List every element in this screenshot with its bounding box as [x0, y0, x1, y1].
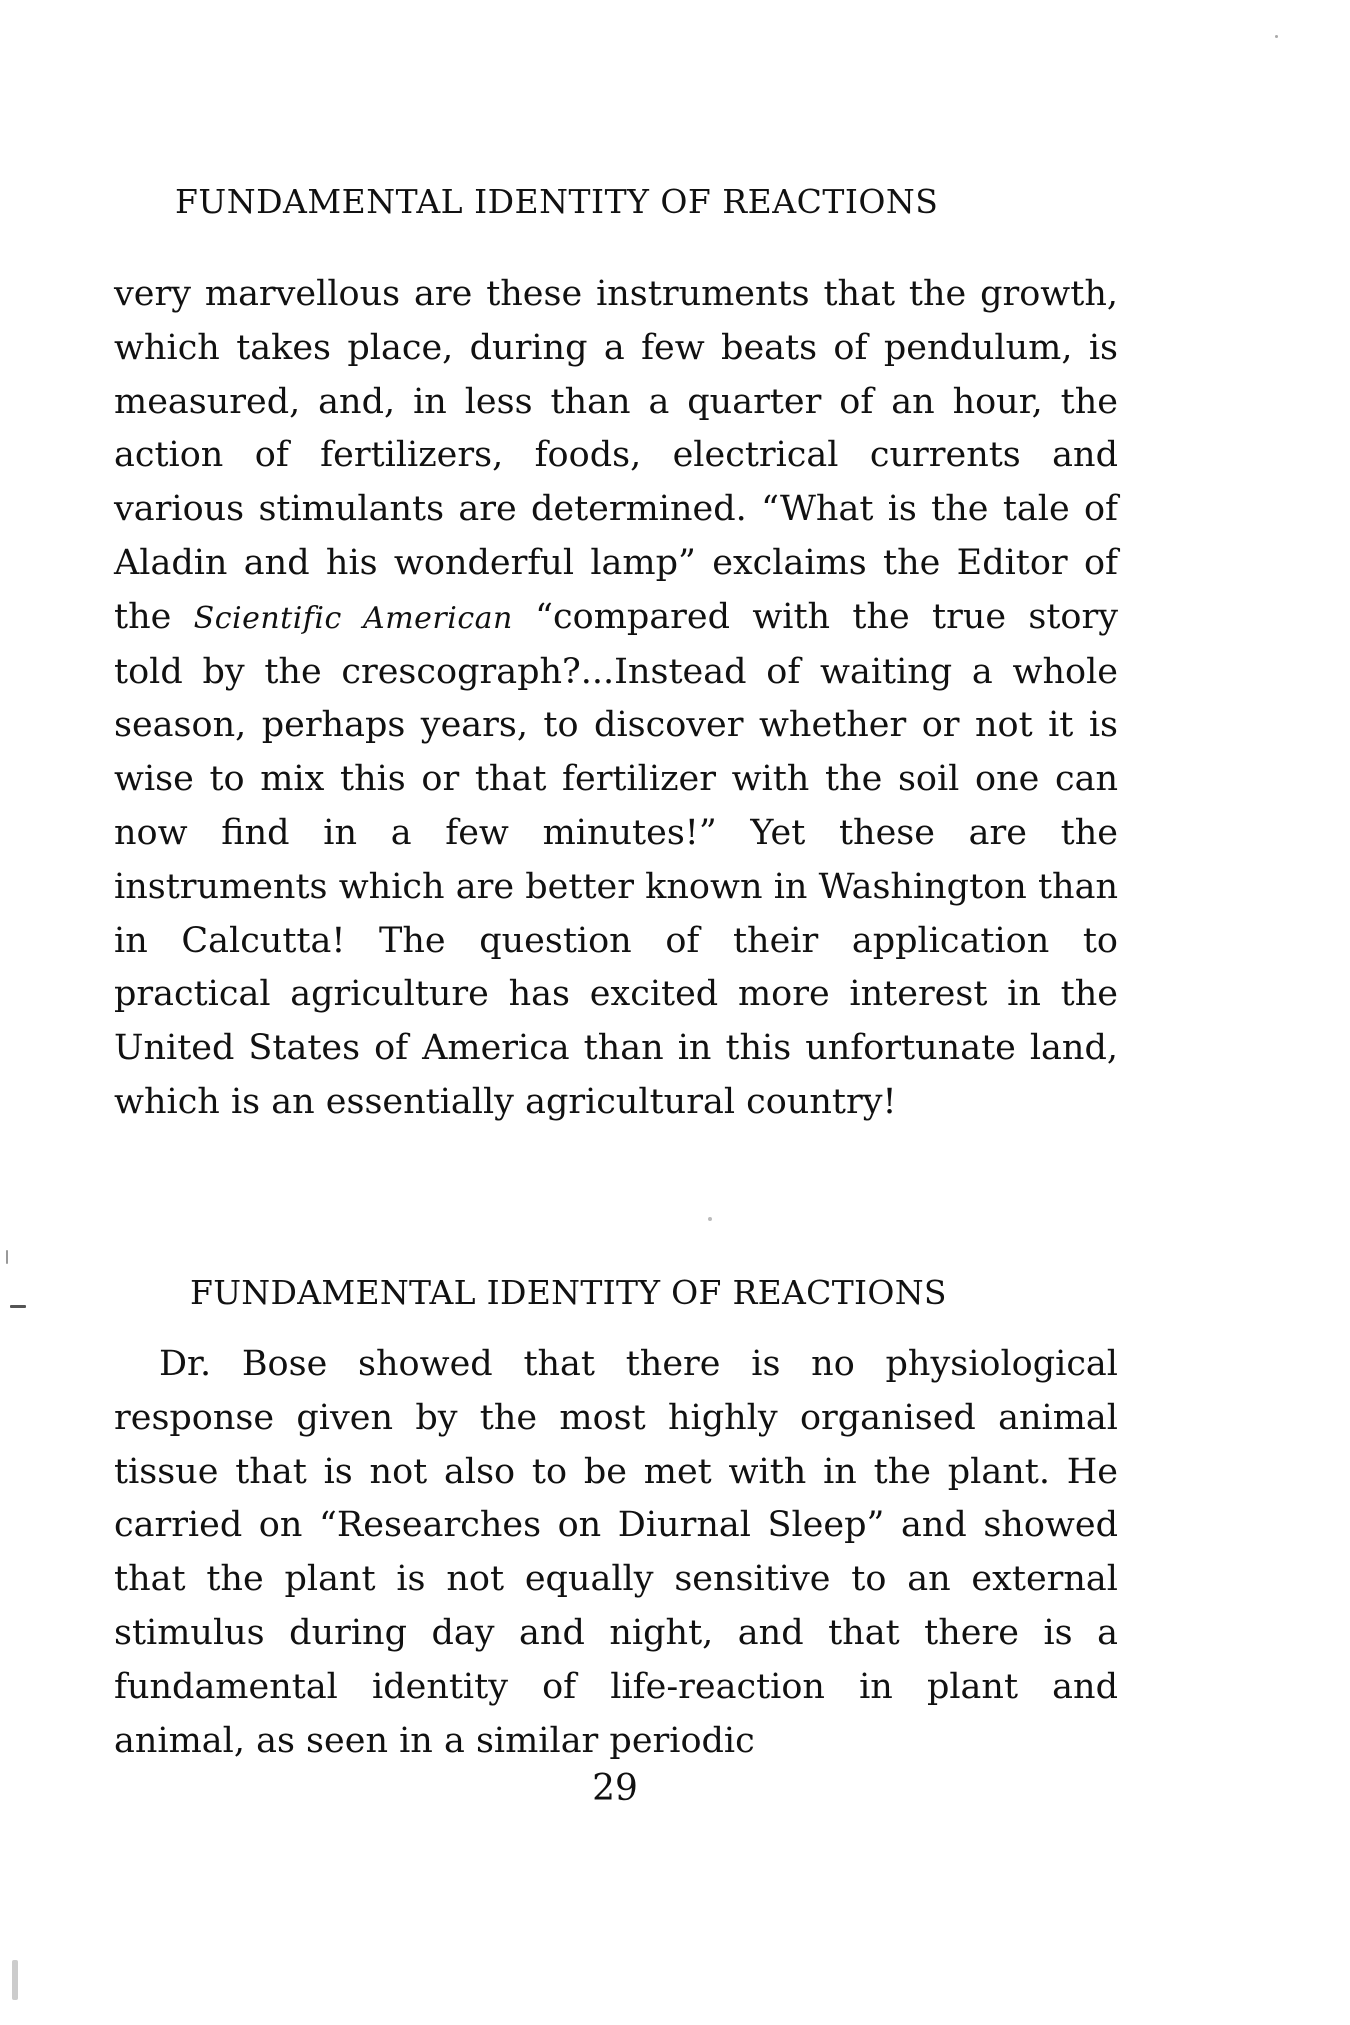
paragraph-diurnal-sleep: Dr. Bose showed that there is no physiological response given by the most highly organised animal tissue that is not also to be met with in the plant. He carried on “Researches on Diurnal Sleep” and showed that the plant is not equally sensitive to an external stimulus during day and night, and that there is a fundamental identity of life-reaction in plant and animal, as seen in a similar periodic	[114, 1344, 1118, 1761]
scan-speck	[10, 1305, 26, 1308]
section-heading: FUNDAMENTAL IDENTITY OF REACTIONS	[190, 1273, 947, 1312]
journal-title: Scientific American	[193, 600, 513, 636]
scan-speck	[6, 1250, 8, 1264]
scan-speck	[12, 1960, 18, 2000]
page-number: 29	[592, 1768, 638, 1809]
paragraph-crescograph-part-2: “compared with the true story told by the crescograph?...Instead of waiting a whole season, perhaps years, to discover whether or not it is wise to mix this or that fertilizer with the soil one can now find in a few minutes!” Yet these are the instruments which are better known in Washington than in Calcutta! The question of their application to practical agriculture has excited more interest in the United States of America than in this unfortunate land, which is an essentially agricultural country!	[114, 596, 1118, 1122]
scan-speck	[1275, 35, 1278, 38]
paragraph-crescograph-part-1: very marvellous are these instruments that the growth, which takes place, during a few beats of pendulum, is measured, and, in less than a quarter of an hour, the action of fertilizers, foods, electrical currents and various stimulants are determined. “What is the tale of Aladin and his wonderful lamp” exclaims the Editor of the	[114, 274, 1118, 637]
scan-speck	[708, 1217, 712, 1221]
running-head: FUNDAMENTAL IDENTITY OF REACTIONS	[175, 182, 939, 221]
paragraph-crescograph	[114, 268, 1118, 1130]
